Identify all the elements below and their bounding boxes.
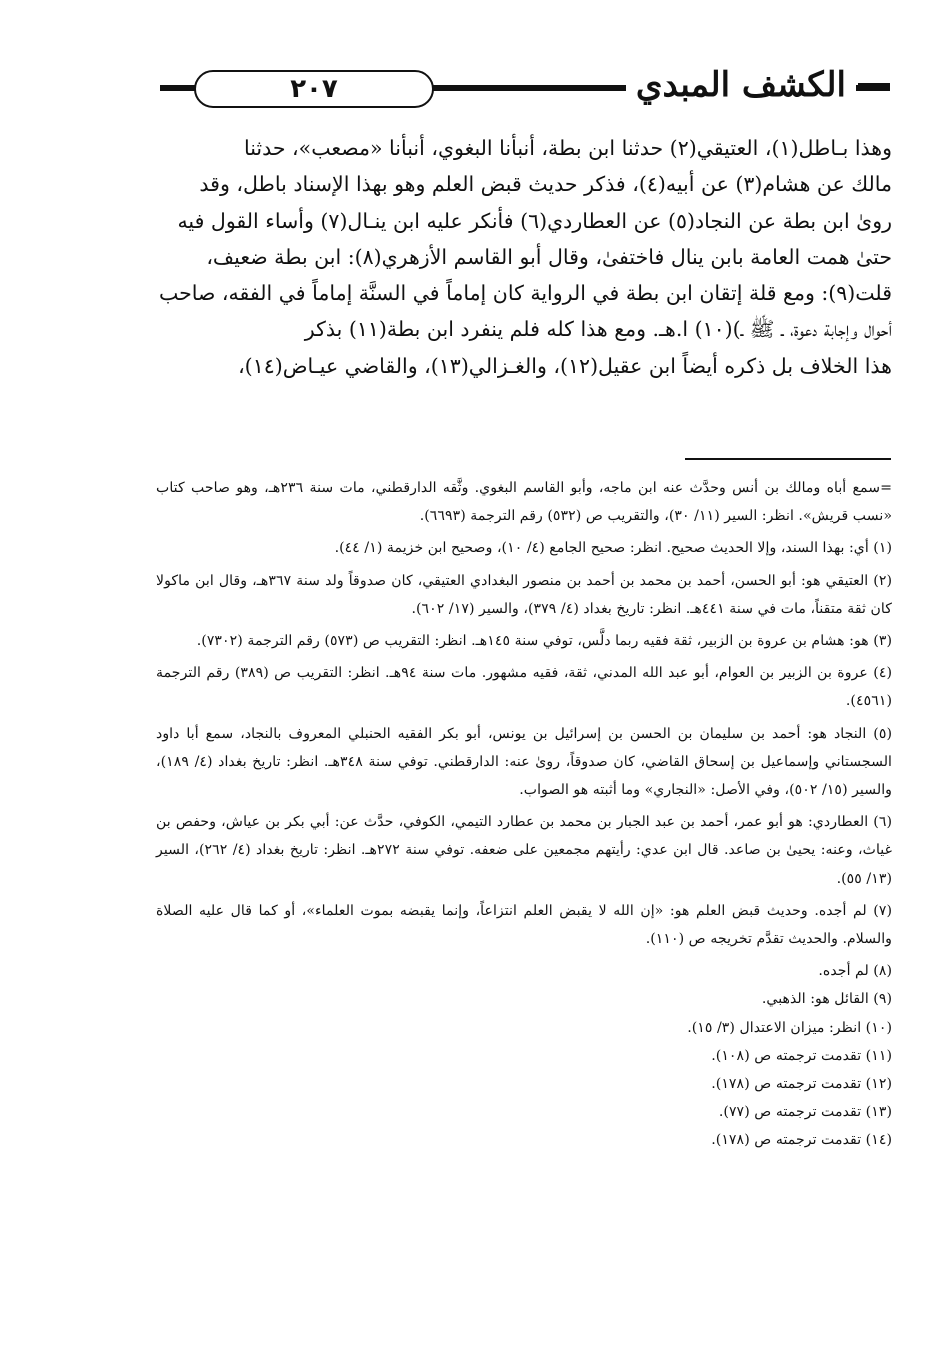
footnote: (٣) هو: هشام بن عروة بن الزبير، ثقة فقيه ربما دلَّس، توفي سنة ١٤٥هـ. انظر: التقريب ص (٥٧٣) رقم الترجمة (٧٣٠٢).: [196, 633, 892, 650]
footnotes: [156, 474, 892, 1155]
footnote: (١) أي: بهذا السند، وإلا الحديث صحيح. انظر: صحيح الجامع (٤/ ١٠)، وصحيح ابن خزيمة (١/ ٤٤).: [334, 540, 892, 557]
footnote: (١٢) تقدمت ترجمته ص (١٧٨).: [711, 1076, 892, 1093]
main-text: [156, 130, 892, 384]
footnote: (٤) عروة بن الزبير بن العوام، أبو عبد الله المدني، ثقة، فقيه مشهور. مات سنة ٩٤هـ. انظر: التقريب ص (٣٨٩) رقم الترجمة (٤٥٦١).: [156, 665, 892, 710]
main-line: روىٰ ابن بطة عن النجاد(٥) عن العطاردي(٦) فأنكر عليه ابن ينـال(٧) وأساء القول فيه: [177, 208, 892, 233]
footnote: (١١) تقدمت ترجمته ص (١٠٨).: [711, 1047, 892, 1064]
main-line: أحوال وإجابة دعوة، ـ ﷺ ـ)(١٠) ا.هـ. ومع هذا كله فلم ينفرد ابن بطة(١١) بذكر: [304, 317, 892, 342]
footnote: (٢) العتيقي هو: أبو الحسن، أحمد بن محمد بن أحمد بن منصور البغدادي العتيقي، كان صدوقاً ولد سنة ٣٦٧هـ، وقال ابن ماكولا كان ثقة متقناً، مات في سنة ٤٤١هـ. انظر: تاريخ بغداد (٤/ ٣٧٩)، والسير (١٧/ ٦٠٢).: [156, 572, 892, 617]
main-line: مالك عن هشام(٣) عن أبيه(٤)، فذكر حديث قبض العلم وهو بهذا الإسناد باطل، وقد: [199, 172, 892, 197]
footnote: (٥) النجاد هو: أحمد بن سليمان بن الحسن بن إسرائيل بن يونس، أبو بكر الفقيه الحنبلي المعروف بالنجاد، سمع أبا داود السجستاني وإسماعيل بن إسحاق القاضي، كان صدوقاً، روىٰ عنه: الدارقطني. توفي سنة ٣٤٨هـ. انظر: تاريخ بغداد (٤/ ١٨٩)، والسير (١٥/ ٥٠٢)، وفي الأصل: «النجاري» وما أثبته هو الصواب.: [156, 725, 892, 799]
footnote: (١٠) انظر: ميزان الاعتدال (٣/ ١٥).: [687, 1019, 892, 1036]
footnote: (٨) لم أجده.: [818, 963, 892, 980]
main-line: هذا الخلاف بل ذكره أيضاً ابن عقيل(١٢)، والغـزالي(١٣)، والقاضي عيـاض(١٤)،: [238, 353, 892, 378]
main-line: قلت(٩): ومع قلة إتقان ابن بطة في الرواية كان إماماً في السنَّة إماماً في الفقه، صاحب: [158, 281, 892, 306]
book-title: الكشف المبدي: [626, 62, 856, 108]
footnote: (٩) القائل هو: الذهبي.: [761, 991, 892, 1008]
footnote: (٦) العطاردي: هو أبو عمر، أحمد بن عبد الجبار بن محمد بن عطارد التيمي، الكوفي، حدَّث عن: أبي بكر بن عياش، وحفص بن غياث، وعنه: يحيىٰ بن صاعد. قال ابن عدي: رأيتهم مجمعين على ضعفه. توفي سنة ٢٧٢هـ. انظر: تاريخ بغداد (٤/ ٢٦٢)، السير (١٣/ ٥٥).: [156, 814, 893, 887]
running-header: [150, 58, 890, 120]
footnote: (١٣) تقدمت ترجمته ص (٧٧).: [718, 1104, 892, 1121]
page-number-box: [194, 70, 434, 108]
footnote-separator: [685, 458, 891, 460]
footnote-continuation: =سمع أباه ومالك بن أنس وحدَّث عنه ابن ماجه، وأبو القاسم البغوي. وثَّقه الدارقطني، مات سنة ٢٣٦هـ، وهو صاحب كتاب «نسب قريش». انظر: السير (١١/ ٣٠)، والتقريب ص (٥٣٢) رقم الترجمة (٦٦٩٣).: [156, 480, 893, 525]
header-rule-right: [858, 83, 890, 91]
footnote: (٧) لم أجده. وحديث قبض العلم هو: «إن الله لا يقبض العلم انتزاعاً، وإنما يقبضه بموت العلماء»، أو كما قال عليه الصلاة والسلام. والحديث تقدَّم تخريجه ص (١١٠).: [156, 902, 892, 948]
main-line: حتىٰ همت العامة بابن ينال فاختفىٰ، وقال أبو القاسم الأزهري(٨): ابن بطة ضعيف،: [206, 244, 892, 269]
main-line: وهذا بـاطل(١)، العتيقي(٢) حدثنا ابن بطة، أنبأنا البغوي، أنبأنا «مصعب»، حدثنا: [243, 136, 892, 160]
page-number: ٢٠٧: [290, 74, 338, 104]
footnote: (١٤) تقدمت ترجمته ص (١٧٨).: [711, 1132, 892, 1149]
